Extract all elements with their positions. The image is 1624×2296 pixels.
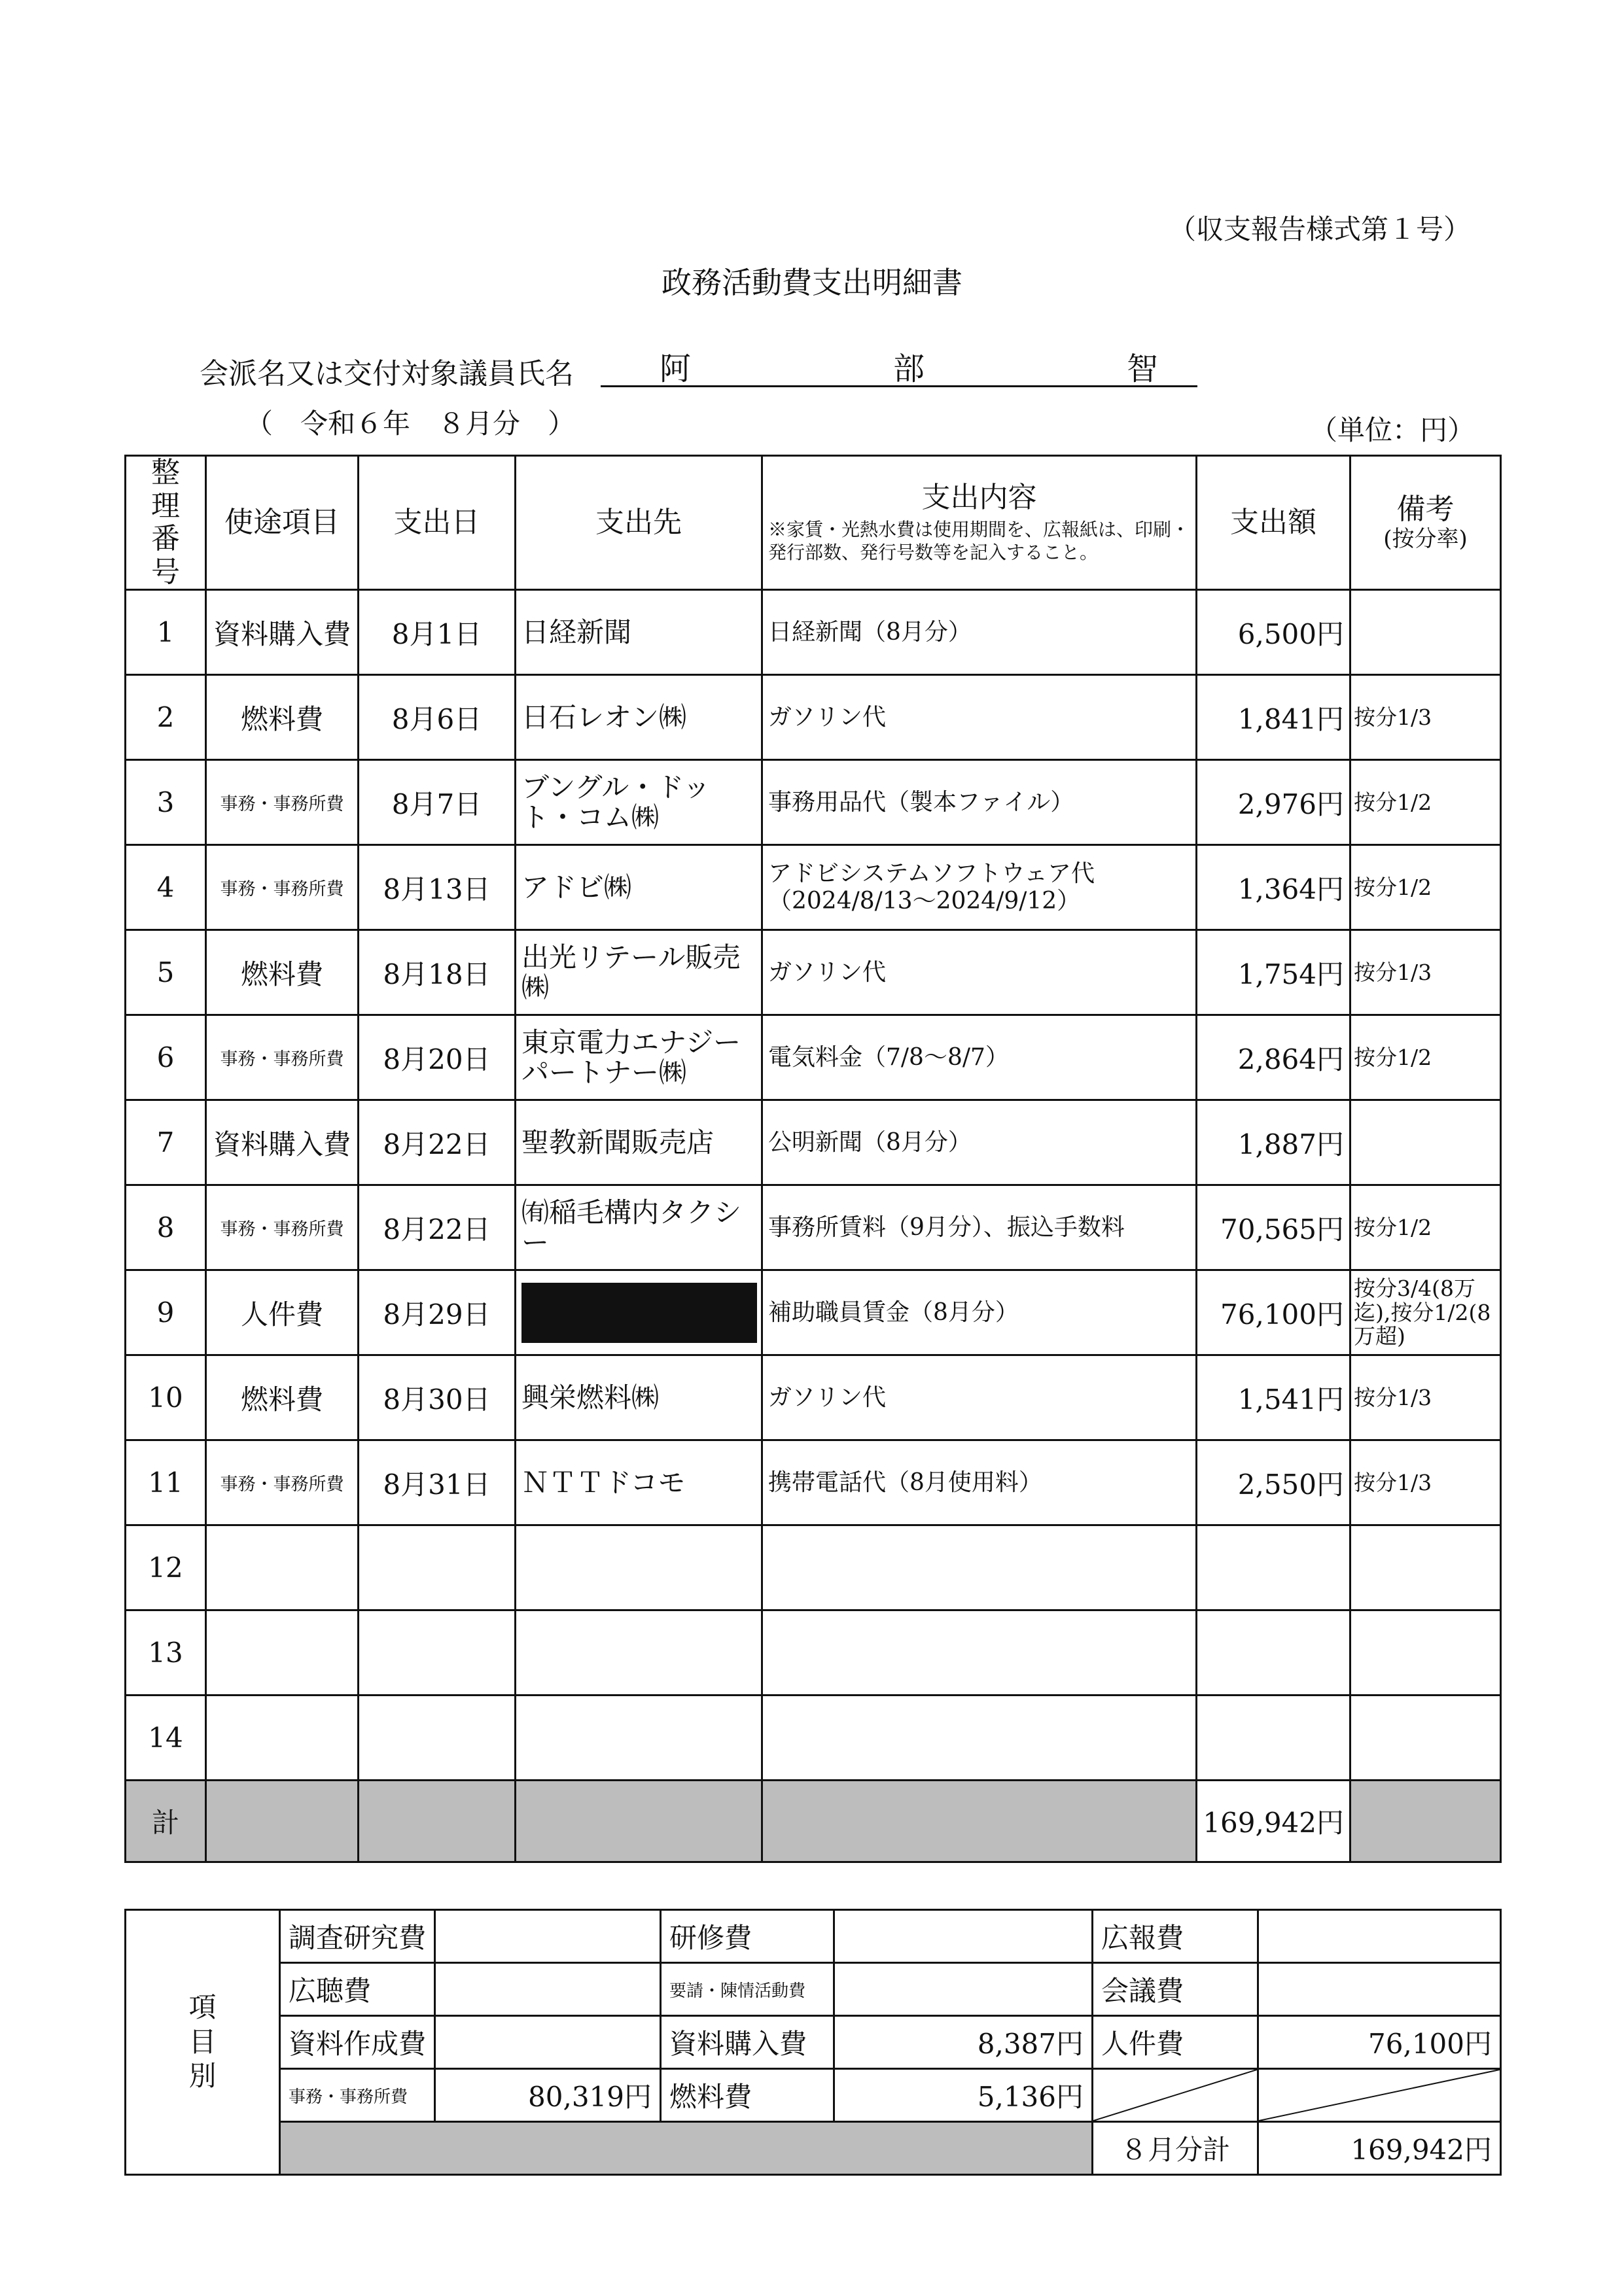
form-number: （収支報告様式第１号） (1168, 213, 1471, 245)
summary-side-text: 項目別 (188, 1991, 217, 2093)
row-date: 8月22日 (359, 1100, 516, 1185)
summary-meeting-label: 会議費 (1093, 1963, 1258, 2016)
row-note (1350, 590, 1501, 675)
member-name-part: 阿 (660, 351, 692, 387)
summary-row (126, 2016, 1501, 2069)
row-category: 燃料費 (206, 675, 359, 760)
header-amount: 支出額 (1197, 456, 1350, 590)
report-period: （ 令和６年 ８月分 ） (245, 408, 576, 440)
expense-row (126, 1100, 1501, 1185)
total-blank (359, 1781, 516, 1862)
row-note: 按分1/2 (1350, 760, 1501, 845)
row-category: 事務・事務所費 (206, 1185, 359, 1270)
header-date: 支出日 (359, 456, 516, 590)
row-amount (1197, 1696, 1350, 1781)
expense-row (126, 675, 1501, 760)
row-category: 資料購入費 (206, 590, 359, 675)
row-amount: 6,500円 (1197, 590, 1350, 675)
row-note: 按分1/3 (1350, 1440, 1501, 1525)
row-amount: 2,976円 (1197, 760, 1350, 845)
expense-row (126, 1185, 1501, 1270)
member-name-part: 智 (1126, 351, 1158, 387)
row-category (206, 1696, 359, 1781)
row-amount: 1,841円 (1197, 675, 1350, 760)
row-date: 8月29日 (359, 1270, 516, 1355)
row-payee: 日経新聞 (516, 590, 762, 675)
row-payee (516, 1696, 762, 1781)
row-amount: 1,754円 (1197, 930, 1350, 1015)
row-date: 8月7日 (359, 760, 516, 845)
diagonal-line (1093, 2070, 1257, 2121)
row-detail: ガソリン代 (762, 930, 1197, 1015)
row-note: 按分1/2 (1350, 1015, 1501, 1100)
row-payee (516, 1610, 762, 1696)
row-category: 資料購入費 (206, 1100, 359, 1185)
row-detail: 公明新聞（8月分） (762, 1100, 1197, 1185)
row-category: 人件費 (206, 1270, 359, 1355)
summary-material-creation-label: 資料作成費 (280, 2016, 435, 2069)
summary-side-label (126, 1910, 280, 2175)
total-amount: 169,942円 (1197, 1781, 1350, 1862)
summary-diagonal-cell (1258, 2069, 1501, 2122)
row-detail: 携帯電話代（8月使用料） (762, 1440, 1197, 1525)
header-note-title: 備考 (1396, 493, 1455, 527)
expense-row (126, 1610, 1501, 1696)
summary-pr-value (1258, 1910, 1501, 1963)
row-date: 8月1日 (359, 590, 516, 675)
row-no: 7 (126, 1100, 206, 1185)
row-amount: 2,864円 (1197, 1015, 1350, 1100)
summary-row (126, 1910, 1501, 1963)
row-category: 事務・事務所費 (206, 760, 359, 845)
row-no: 13 (126, 1610, 206, 1696)
total-blank (516, 1781, 762, 1862)
header-category: 使途項目 (206, 456, 359, 590)
header-detail-title: 支出内容 (921, 480, 1037, 514)
row-date: 8月22日 (359, 1185, 516, 1270)
row-payee: 東京電力エナジーパートナー㈱ (516, 1015, 762, 1100)
expense-row (126, 845, 1501, 930)
row-note (1350, 1610, 1501, 1696)
row-payee: 日石レオン㈱ (516, 675, 762, 760)
row-amount: 2,550円 (1197, 1440, 1350, 1525)
summary-month-total-value: 169,942円 (1258, 2122, 1501, 2175)
row-detail: アドビシステムソフトウェア代（2024/8/13～2024/9/12） (762, 845, 1197, 930)
row-detail: 電気料金（7/8～8/7） (762, 1015, 1197, 1100)
row-no: 8 (126, 1185, 206, 1270)
row-payee: ブングル・ドット・コム㈱ (516, 760, 762, 845)
summary-research-value (435, 1910, 661, 1963)
summary-research-label: 調査研究費 (280, 1910, 435, 1963)
row-detail: 補助職員賃金（8月分） (762, 1270, 1197, 1355)
row-category: 燃料費 (206, 1355, 359, 1440)
total-blank (206, 1781, 359, 1862)
row-no: 5 (126, 930, 206, 1015)
total-row (126, 1781, 1501, 1862)
expense-row (126, 1696, 1501, 1781)
row-date: 8月30日 (359, 1355, 516, 1440)
row-amount (1197, 1525, 1350, 1610)
expense-row (126, 1355, 1501, 1440)
summary-shaded-area (280, 2122, 1093, 2175)
summary-pr-label: 広報費 (1093, 1910, 1258, 1963)
expense-row (126, 590, 1501, 675)
summary-petition-value (834, 1963, 1093, 2016)
row-payee: ㈲稲毛構内タクシー (516, 1185, 762, 1270)
header-note (1350, 456, 1501, 590)
row-no: 11 (126, 1440, 206, 1525)
expense-row (126, 1270, 1501, 1355)
row-no: 6 (126, 1015, 206, 1100)
row-amount (1197, 1610, 1350, 1696)
summary-row (126, 2122, 1501, 2175)
row-category (206, 1610, 359, 1696)
row-note: 按分1/2 (1350, 1185, 1501, 1270)
row-detail (762, 1696, 1197, 1781)
row-detail (762, 1525, 1197, 1610)
summary-material-purchase-label: 資料購入費 (661, 2016, 834, 2069)
row-date: 8月18日 (359, 930, 516, 1015)
expense-table (124, 455, 1502, 1863)
summary-fuel-value: 5,136円 (834, 2069, 1093, 2122)
summary-row (126, 2069, 1501, 2122)
row-note (1350, 1696, 1501, 1781)
header-row (126, 456, 1501, 590)
row-no: 3 (126, 760, 206, 845)
row-detail: 事務用品代（製本ファイル） (762, 760, 1197, 845)
row-no: 9 (126, 1270, 206, 1355)
summary-hearing-label: 広聴費 (280, 1963, 435, 2016)
row-category: 事務・事務所費 (206, 1015, 359, 1100)
summary-table (124, 1909, 1502, 2176)
row-detail: ガソリン代 (762, 1355, 1197, 1440)
row-payee: アドビ㈱ (516, 845, 762, 930)
row-detail (762, 1610, 1197, 1696)
row-detail: ガソリン代 (762, 675, 1197, 760)
row-note (1350, 1525, 1501, 1610)
row-amount: 1,541円 (1197, 1355, 1350, 1440)
member-name (601, 347, 1197, 387)
summary-fuel-label: 燃料費 (661, 2069, 834, 2122)
expense-row (126, 930, 1501, 1015)
summary-material-purchase-value: 8,387円 (834, 2016, 1093, 2069)
document-title: 政務活動費支出明細書 (662, 265, 962, 300)
row-category: 燃料費 (206, 930, 359, 1015)
summary-month-total-label: ８月分計 (1093, 2122, 1258, 2175)
row-no: 10 (126, 1355, 206, 1440)
row-no: 2 (126, 675, 206, 760)
row-detail: 事務所賃料（9月分）、振込手数料 (762, 1185, 1197, 1270)
summary-row (126, 1963, 1501, 2016)
row-amount: 1,887円 (1197, 1100, 1350, 1185)
expense-row (126, 760, 1501, 845)
row-no: 14 (126, 1696, 206, 1781)
row-date (359, 1610, 516, 1696)
row-note: 按分1/2 (1350, 845, 1501, 930)
summary-personnel-value: 76,100円 (1258, 2016, 1501, 2069)
summary-training-value (834, 1910, 1093, 1963)
row-detail: 日経新聞（8月分） (762, 590, 1197, 675)
row-date: 8月6日 (359, 675, 516, 760)
row-payee: 興栄燃料㈱ (516, 1355, 762, 1440)
row-category (206, 1525, 359, 1610)
row-category: 事務・事務所費 (206, 845, 359, 930)
row-date: 8月31日 (359, 1440, 516, 1525)
row-payee (516, 1525, 762, 1610)
total-blank (1350, 1781, 1501, 1862)
summary-training-label: 研修費 (661, 1910, 834, 1963)
row-amount: 76,100円 (1197, 1270, 1350, 1355)
header-detail-note: ※家賃・光熱水費は使用期間を、広報紙は、印刷・発行部数、発行号数等を記入すること。 (768, 519, 1190, 564)
total-blank (762, 1781, 1197, 1862)
member-name-part: 部 (892, 351, 925, 387)
summary-petition-label: 要請・陳情活動費 (661, 1963, 834, 2016)
summary-office-value: 80,319円 (435, 2069, 661, 2122)
summary-diagonal-cell (1093, 2069, 1258, 2122)
row-payee: 聖教新聞販売店 (516, 1100, 762, 1185)
row-note: 按分1/3 (1350, 675, 1501, 760)
row-date (359, 1525, 516, 1610)
row-amount: 70,565円 (1197, 1185, 1350, 1270)
summary-office-label: 事務・事務所費 (280, 2069, 435, 2122)
row-payee: 出光リテール販売㈱ (516, 930, 762, 1015)
row-date: 8月13日 (359, 845, 516, 930)
row-payee: ＮＴＴドコモ (516, 1440, 762, 1525)
row-amount: 1,364円 (1197, 845, 1350, 930)
summary-material-creation-value (435, 2016, 661, 2069)
row-note (1350, 1100, 1501, 1185)
summary-hearing-value (435, 1963, 661, 2016)
row-date (359, 1696, 516, 1781)
expense-row (126, 1525, 1501, 1610)
row-date: 8月20日 (359, 1015, 516, 1100)
row-no: 12 (126, 1525, 206, 1610)
row-note: 按分1/3 (1350, 1355, 1501, 1440)
redacted-block (521, 1283, 757, 1343)
summary-meeting-value (1258, 1963, 1501, 2016)
row-payee (516, 1270, 762, 1355)
row-category: 事務・事務所費 (206, 1440, 359, 1525)
diagonal-line (1259, 2070, 1500, 2121)
header-detail (762, 456, 1197, 590)
expense-row (126, 1440, 1501, 1525)
row-no: 4 (126, 845, 206, 930)
expense-row (126, 1015, 1501, 1100)
header-note-sub: (按分率) (1383, 525, 1468, 552)
member-label: 会派名又は交付対象議員氏名 (200, 357, 574, 391)
row-no: 1 (126, 590, 206, 675)
unit-label: （単位：円） (1309, 414, 1475, 446)
row-note: 按分3/4(8万迄),按分1/2(8万超) (1350, 1270, 1501, 1355)
total-label: 計 (126, 1781, 206, 1862)
header-payee: 支出先 (516, 456, 762, 590)
header-no: 整理番号 (126, 456, 206, 590)
row-note: 按分1/3 (1350, 930, 1501, 1015)
summary-personnel-label: 人件費 (1093, 2016, 1258, 2069)
